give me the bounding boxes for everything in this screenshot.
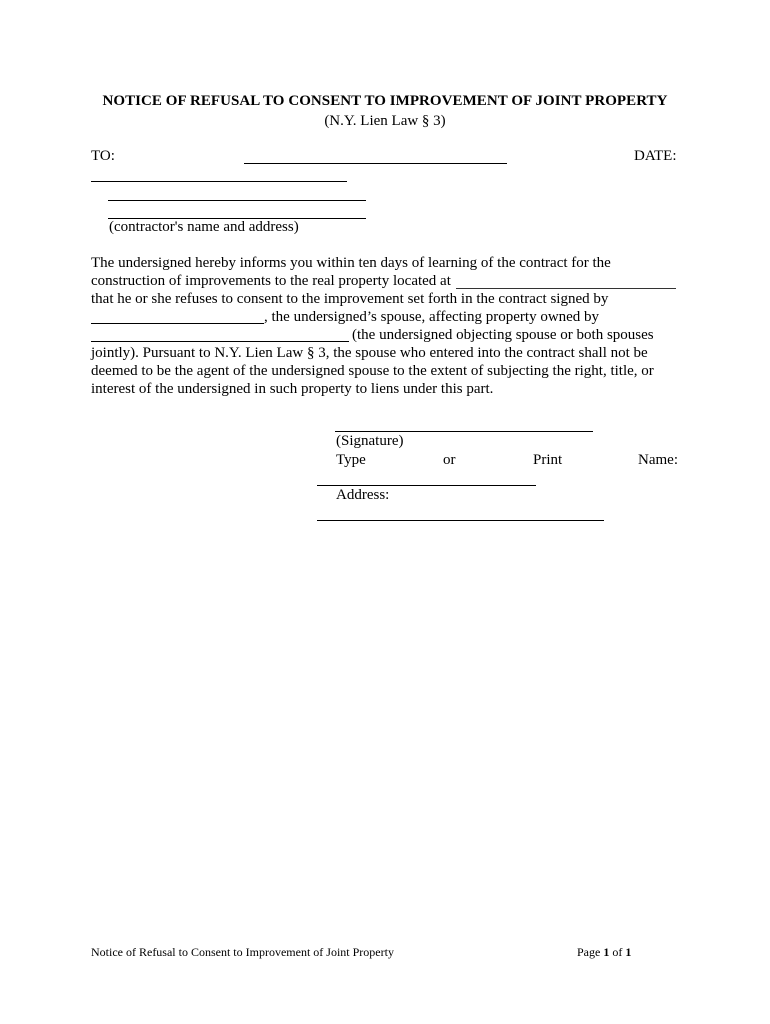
print-label: Print [533, 452, 563, 468]
footer-page-total: 1 [625, 945, 632, 959]
footer-page-current: 1 [603, 945, 610, 959]
footer-title: Notice of Refusal to Consent to Improvement of Joint Property [91, 945, 394, 959]
printed-name-field[interactable] [317, 485, 536, 486]
or-label: or [443, 452, 456, 468]
address-label: Address: [336, 487, 390, 503]
body-line-2: construction of improvements to the real property located at [91, 273, 451, 289]
body-line-4: , the undersigned’s spouse, affecting property owned by [264, 309, 600, 325]
name-label: Name: [638, 452, 678, 468]
document-title: NOTICE OF REFUSAL TO CONSENT TO IMPROVEMENT OF JOINT PROPERTY [102, 93, 668, 109]
footer-of-word: of [612, 945, 623, 959]
type-label: Type [336, 452, 366, 468]
body-line-3: that he or she refuses to consent to the improvement set forth in the contract signed by [91, 291, 609, 307]
to-label: TO: [91, 148, 115, 164]
contractor-caption: (contractor's name and address) [109, 219, 299, 235]
body-line-5: (the undersigned objecting spouse or both spouses [352, 327, 654, 343]
body-line-8: interest of the undersigned in such property to liens under this part. [91, 381, 494, 397]
body-line-6: jointly). Pursuant to N.Y. Lien Law § 3, the spouse who entered into the contract shall not be [91, 345, 648, 361]
address-field[interactable] [317, 520, 604, 521]
contractor-line-2[interactable] [108, 200, 366, 201]
date-label: DATE: [634, 148, 677, 164]
body-line-1: The undersigned hereby informs you within ten days of learning of the contract for the [91, 255, 611, 271]
footer-page-word: Page [577, 945, 601, 959]
to-name-field[interactable] [244, 163, 507, 164]
signature-field[interactable] [335, 431, 593, 432]
footer-page-number [577, 945, 631, 960]
signature-label: (Signature) [336, 433, 404, 449]
property-location-field[interactable] [456, 288, 676, 289]
owner-field[interactable] [91, 341, 349, 342]
spouse-name-field[interactable] [91, 323, 264, 324]
body-line-7: deemed to be the agent of the undersigned spouse to the extent of subjecting the right, title, or [91, 363, 654, 379]
contractor-line-1[interactable] [91, 181, 347, 182]
document-subtitle: (N.Y. Lien Law § 3) [324, 113, 446, 129]
